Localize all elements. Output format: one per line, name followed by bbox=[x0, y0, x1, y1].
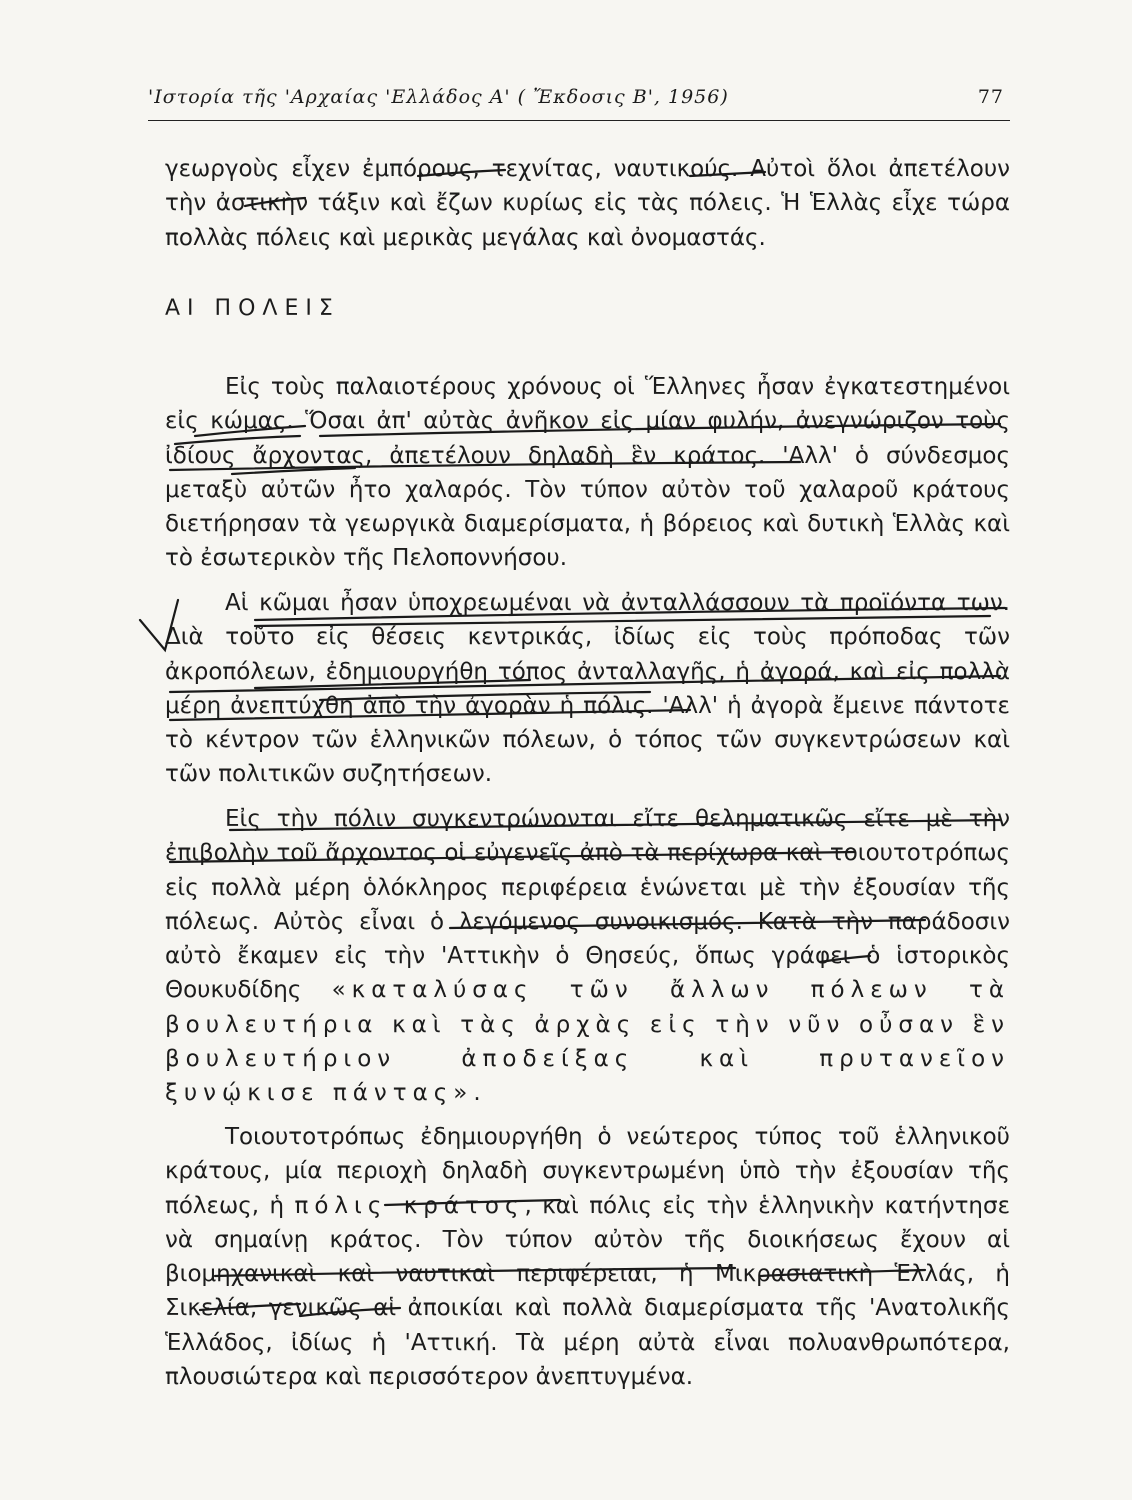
paragraph-1: γεωργοὺς εἶχεν ἐμπόρους, τεχνίτας, ναυτικούς. Αὐτοὶ ὅλοι ἀπετέλουν τὴν ἀστικὴν τάξιν καὶ ἔζων κυρίως εἰς τὰς πόλεις. Ἡ Ἑλλὰς εἶχε τώρα πολλὰς πόλεις καὶ μερικὰς μεγάλας καὶ ὀνομαστάς. bbox=[165, 156, 1010, 251]
paragraph-2: Εἰς τοὺς παλαιοτέρους χρόνους οἱ Ἕλληνες ἦσαν ἐγκατεστημένοι εἰς κώμας. Ὅσαι ἀπ' αὐτὰς ἀνῆκον εἰς μίαν φυλήν, ἀνεγνώριζον τοὺς ἰδίους ἄρχοντας, ἀπετέλουν δηλαδὴ ἓν κράτος. 'Αλλ' ὁ σύνδεσμος μεταξὺ αὐτῶν ἦτο χαλαρός. Τὸν τύπον αὐτὸν τοῦ χαλαροῦ κράτους διετήρησαν τὰ γεωργικὰ διαμερίσματα, ἡ βόρειος καὶ δυτικὴ Ἑλλὰς καὶ τὸ ἐσωτερικὸν τῆς Πελοποννήσου. bbox=[165, 374, 1010, 572]
running-head-title: 'Ιστορία τῆς 'Αρχαίας 'Ελλάδος Α' ( Ἔκδοσις Β', 1956) bbox=[148, 86, 729, 108]
paragraph-5 bbox=[165, 1120, 1010, 1394]
running-head bbox=[148, 80, 1010, 121]
page-number: 77 bbox=[977, 86, 1004, 108]
paragraph-5-text-end: , καὶ πόλις εἰς τὴν ἑλληνικὴν κατήντησε νὰ σημαίνῃ κράτος. Τὸν τύπον αὐτὸν τῆς διοικήσεως ἔχουν αἱ βιομηχανικαὶ καὶ ναυτικαὶ περιφέρειαι, ἡ Μικρασιατικὴ Ἑλλάς, ἡ Σικελία, γενικῶς αἱ ἀποικίαι καὶ πολλὰ διαμερίσματα τῆς 'Ανατολικῆς Ἑλλάδος, ἰδίως ἡ 'Αττική. Τὰ μέρη αὐτὰ εἶναι πολυανθρωπότερα, πλουσιώτερα καὶ περισσότερον ἀνεπτυγμένα. bbox=[165, 1192, 1011, 1391]
polis-kratos-term: πόλις κράτος bbox=[294, 1192, 525, 1219]
paragraph-4 bbox=[165, 802, 1010, 1111]
section-heading: ΑΙ ΠΟΛΕΙΣ bbox=[165, 296, 340, 321]
paragraph-3: Αἱ κῶμαι ἦσαν ὑποχρεωμέναι νὰ ἀνταλλάσσουν τὰ προϊόντα των. Διὰ τοῦτο εἰς θέσεις κεντρικάς, ἰδίως εἰς τοὺς πρόποδας τῶν ἀκροπόλεων, ἐδημιουργήθη τόπος ἀνταλλαγῆς, ἡ ἀγορά, καὶ εἰς πολλὰ μέρη ἀνεπτύχθη ἀπὸ τὴν ἀγορὰν ἡ πόλις. 'Αλλ' ἡ ἀγορὰ ἔμεινε πάντοτε τὸ κέντρον τῶν ἑλληνικῶν πόλεων, ὁ τόπος τῶν συγκεντρώσεων καὶ τῶν πολιτικῶν συζητήσεων. bbox=[165, 590, 1010, 788]
paragraph-5-text-start: Τοιουτοτρόπως ἐδημιουργήθη ὁ νεώτερος τύπος τοῦ ἑλληνικοῦ κράτους, μία περιοχὴ δηλαδὴ συγκεντρωμένη ὑπὸ τὴν ἐξουσίαν τῆς πόλεως, ἡ bbox=[165, 1124, 1010, 1219]
paragraph-4-text: Εἰς τὴν πόλιν συγκεντρώνονται εἴτε θεληματικῶς εἴτε μὲ τὴν ἐπιβολὴν τοῦ ἄρχοντος οἱ εὐγενεῖς ἀπὸ τὰ περίχωρα καὶ τοιουτοτρόπως εἰς πολλὰ μέρη ὁλόκληρος περιφέρεια ἑνώνεται μὲ τὴν ἐξουσίαν τῆς πόλεως. Αὐτὸς εἶναι ὁ λεγόμενος συνοικισμός. Κατὰ τὴν παράδοσιν αὐτὸ ἔκαμεν εἰς τὴν 'Αττικὴν ὁ Θησεύς, ὅπως γράφει ὁ ἱστορικὸς Θουκυδίδης bbox=[165, 806, 1010, 1004]
thucydides-quote: «καταλύσας τῶν ἄλλων πόλεων τὰ βουλευτήρια καὶ τὰς ἀρχὰς εἰς τὴν νῦν οὖσαν ἓν βουλευτήριον ἀποδείξας καὶ πρυτανεῖον ξυνῴκισε πάντας». bbox=[165, 977, 1010, 1107]
